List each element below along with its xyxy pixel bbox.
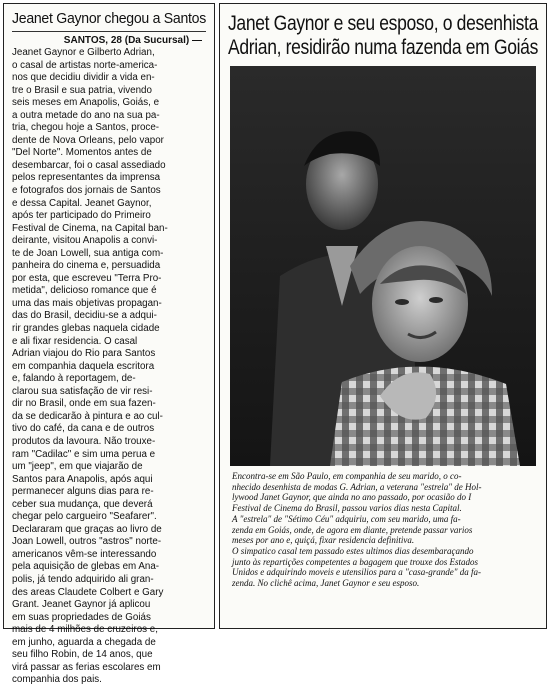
article-line: uma das mais objetivas propagan- (12, 297, 162, 309)
article-line: desembarcar, foi o casal assediado (12, 159, 166, 171)
article-line: pelos representantes da imprensa (12, 172, 161, 184)
article-line: permanecer alguns dias para re- (12, 486, 154, 498)
article-line: e ali fixar residencia. O casal (12, 335, 138, 347)
article-line: por esta, que escreveu "Terra Pro- (12, 272, 162, 284)
caption-line: O simpatico casal tem passado estes ultimos dias desembaraçando (232, 545, 474, 556)
article-line: des areas Claudete Colbert e Gary (12, 586, 164, 598)
article-line: seis meses em Anapolis, Goiás, e (12, 97, 160, 109)
left-headline: Jeanet Gaynor chegou a Santos (12, 10, 206, 27)
article-line: Declararam que graças ao livro de (12, 523, 162, 535)
photo-couple (230, 66, 536, 466)
caption-line: Festival de Cinema do Brasil, passou varios dias nesta Capital. (232, 503, 462, 514)
article-line: dente de Nova Orleans, pelo vapor (12, 134, 164, 146)
caption-line: Unidos e adquirindo moveis e utensilios para a "casa-grande" da fa- (232, 567, 482, 578)
article-line: em companhia daquela escritora (12, 360, 155, 372)
article-line: rir grandes glebas naquela cidade (12, 323, 160, 335)
article-line: dir no Brasil, onde em sua fazen- (12, 398, 156, 410)
article-line: te de Joan Lowell, sua antiga com- (12, 247, 164, 259)
caption-line: Encontra-se em São Paulo, em companhia de seu marido, o co- (232, 471, 462, 481)
article-line: pela aquisição de glebas em Ana- (12, 561, 160, 573)
article-line: tivo do café, da cana e de outros (12, 423, 155, 435)
article-line: seu filho Robin, de 14 anos, que (12, 649, 153, 661)
article-line: virá passar as ferias escolares em (12, 661, 161, 673)
article-line: e dessa Capital. Jeanet Gaynor, (12, 197, 152, 209)
article-line: tre o Brasil e sua patria, vivendo (12, 84, 152, 96)
article-line: produtos da lavoura. Não trouxe- (12, 435, 156, 447)
article-line: chegar pelo cargueiro "Seafarer". (12, 511, 157, 523)
left-news-clipping (3, 3, 215, 686)
article-line: a outra metade do ano na sua pa- (12, 109, 160, 121)
article-line: Joan Lowell, outros "astros" norte- (12, 536, 162, 548)
article-line: tria, chegou hoje a Santos, proce- (12, 122, 160, 134)
article-line: companhia dos pais. (12, 674, 102, 686)
article-line: o casal de artistas norte-america- (12, 59, 158, 71)
caption-line: junto às repartições competentes a bagagem que trouxe dos Estados (232, 556, 479, 567)
article-line: um "jeep", em que viajarão de (12, 461, 143, 473)
article-line: após ter participado do Primeiro (12, 210, 151, 222)
article-line: da se dedicarão à pintura e ao cul- (12, 410, 163, 422)
article-line: mais de 4 milhões de cruzeiros e, (12, 624, 158, 636)
article-line: ram "Cadilac" e sim uma perua e (12, 448, 156, 460)
article-line: americanos vêm-se interessando (12, 548, 157, 560)
dateline: SANTOS, 28 (Da Sucursal) — (63, 35, 202, 46)
right-headline-line: Janet Gaynor e seu esposo, o desenhista (228, 12, 538, 35)
caption-line: zenda em Goiás, onde, de agora em diante, pretende passar varios (232, 524, 473, 535)
article-line: nos que decidiu dividir a vida en- (12, 72, 155, 84)
right-headline-line: Adrian, residirão numa fazenda em Goiás (228, 36, 538, 59)
article-line: ceber sua mudança, que deverá (12, 498, 153, 510)
right-news-clipping (219, 3, 547, 629)
article-line: metida", delicioso romance que é (12, 285, 157, 297)
article-line: e fotografos dos jornais de Santos (12, 185, 161, 197)
article-line: Festival de Cinema, na Capital ban- (12, 222, 168, 234)
article-line: e, falando à reportagem, de- (12, 373, 136, 385)
caption-line: lywood Janet Gaynor, que ainda no ano passado, por ocasião do I (232, 492, 472, 503)
article-line: em suas propriedades de Goiás (12, 611, 151, 623)
headline-rule (12, 31, 206, 32)
article-line: panheira do cinema e, persuadida (12, 260, 161, 272)
article-line: Santos para Anapolis, após aqui (12, 473, 153, 485)
article-line: Grant. Jeanet Gaynor já aplicou (12, 599, 151, 611)
article-line: em junho, aguarda a chegada de (12, 636, 156, 648)
article-line: das do Brasil, decidiu-se a adqui- (12, 310, 157, 322)
article-line: polis, já tendo adquirido ali gran- (12, 573, 154, 585)
article-line: clarou sua satisfação de vir resi- (12, 385, 153, 397)
article-line: Jeanet Gaynor e Gilberto Adrian, (12, 47, 155, 58)
photo-couple-illustration (230, 66, 536, 466)
article-line: deirante, visitou Anapolis a convi- (12, 235, 158, 247)
article-line: "Del Norte". Momentos antes de (12, 147, 152, 159)
article-line: Adrian viajou do Rio para Santos (12, 348, 156, 360)
left-article-body (12, 47, 206, 687)
caption-line: nhecido desenhista de modas G. Adrian, a veterana "estrela" de Hol- (232, 481, 482, 492)
right-headline (228, 12, 538, 60)
caption-line: A "estrela" de "Sétimo Céu" adquiriu, com seu marido, uma fa- (232, 513, 461, 524)
caption-line: zenda. No clichê acima, Janet Gaynor e seu esposo. (232, 578, 420, 589)
photo-caption (228, 471, 538, 589)
caption-line: meses por ano e, quiçá, fixar residencia definitiva. (232, 535, 415, 546)
